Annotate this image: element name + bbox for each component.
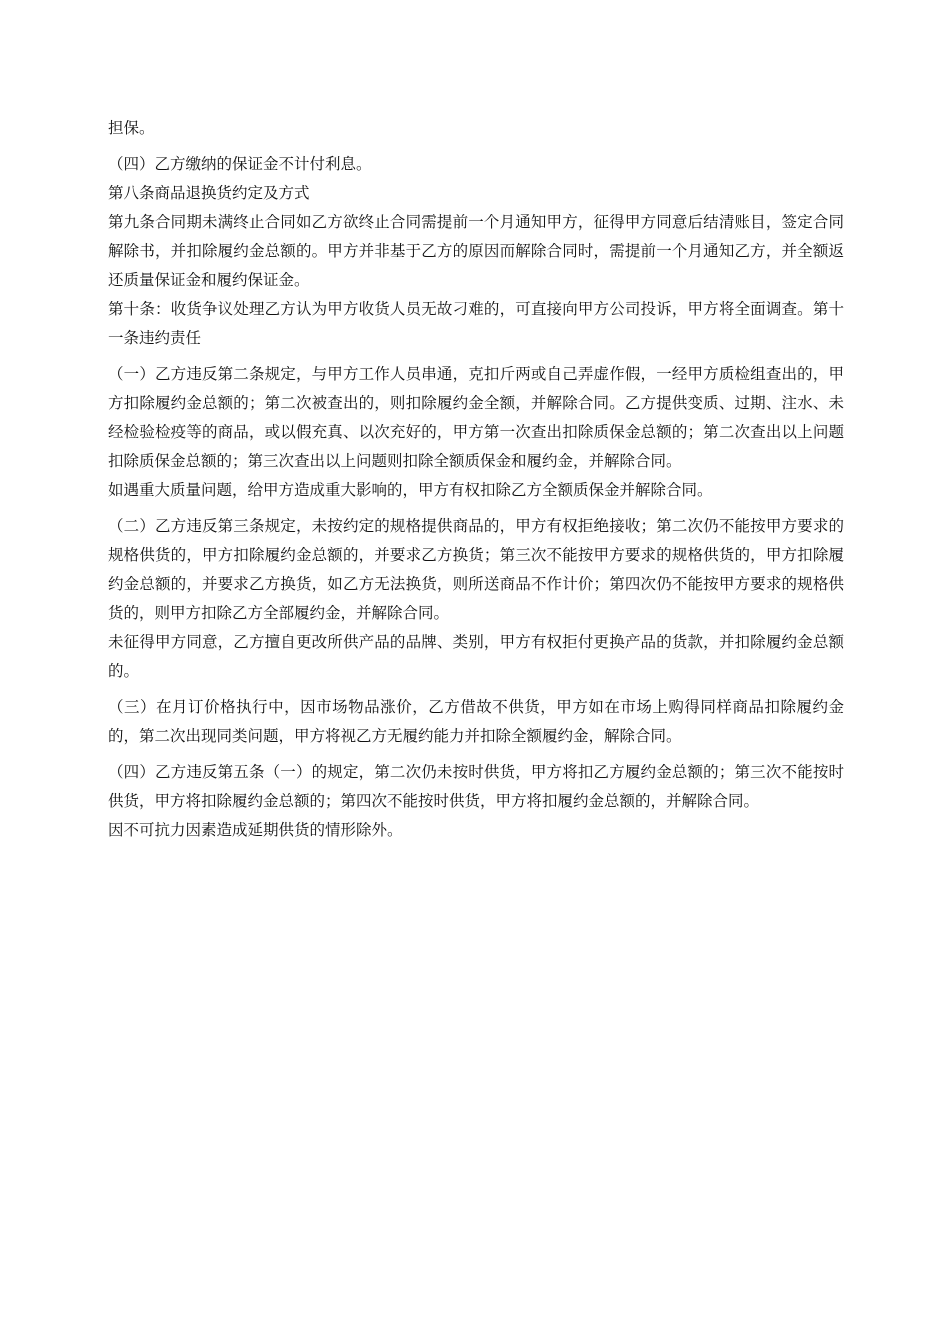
paragraph-article-8: 第八条商品退换货约定及方式 (108, 184, 310, 202)
document-body (108, 114, 844, 845)
paragraph-breach-3: （三）在月订价格执行中，因市场物品涨价，乙方借故不供货，甲方如在市场上购得同样商品扣除履约金的，第二次出现同类问题，甲方将视乙方无履约能力并扣除全额履约金，解除合同。 (108, 698, 844, 745)
paragraph-article-9: 第九条合同期未满终止合同如乙方欲终止合同需提前一个月通知甲方，征得甲方同意后结清账目，签定合同解除书，并扣除履约金总额的。甲方并非基于乙方的原因而解除合同时，需提前一个月通知乙方，并全额返还质量保证金和履约保证金。 (108, 213, 844, 289)
paragraph-breach-2: （二）乙方违反第三条规定，未按约定的规格提供商品的，甲方有权拒绝接收；第二次仍不能按甲方要求的规格供货的，甲方扣除履约金总额的，并要求乙方换货；第三次不能按甲方要求的规格供货的，甲方扣除履约金总额的，并要求乙方换货，如乙方无法换货，则所送商品不作计价；第四次仍不能按甲方要求的规格供货的，则甲方扣除乙方全部履约金，并解除合同。 (108, 517, 844, 622)
paragraph-article-10: 第十条：收货争议处理乙方认为甲方收货人员无故刁难的，可直接向甲方公司投诉，甲方将全面调查。第十一条违约责任 (108, 300, 844, 347)
paragraph-major-quality: 如遇重大质量问题，给甲方造成重大影响的，甲方有权扣除乙方全额质保金并解除合同。 (108, 481, 713, 499)
paragraph-brand-change: 未征得甲方同意，乙方擅自更改所供产品的品牌、类别，甲方有权拒付更换产品的货款，并扣除履约金总额的。 (108, 633, 844, 680)
paragraph-breach-4: （四）乙方违反第五条（一）的规定，第二次仍未按时供货，甲方将扣乙方履约金总额的；第三次不能按时供货，甲方将扣除履约金总额的；第四次不能按时供货，甲方将扣履约金总额的，并解除合同。 (108, 763, 844, 810)
paragraph-deposit-interest: （四）乙方缴纳的保证金不计付利息。 (108, 155, 372, 173)
paragraph-guarantee-end: 担保。 (108, 119, 155, 137)
paragraph-breach-1: （一）乙方违反第二条规定，与甲方工作人员串通，克扣斤两或自己弄虚作假，一经甲方质检组查出的，甲方扣除履约金总额的；第二次被查出的，则扣除履约金全额，并解除合同。乙方提供变质、过期、注水、未经检验检疫等的商品，或以假充真、以次充好的，甲方第一次查出扣除质保金总额的；第二次查出以上问题扣除质保金总额的；第三次查出以上问题则扣除全额质保金和履约金，并解除合同。 (108, 365, 844, 470)
paragraph-force-majeure: 因不可抗力因素造成延期供货的情形除外。 (108, 821, 403, 839)
